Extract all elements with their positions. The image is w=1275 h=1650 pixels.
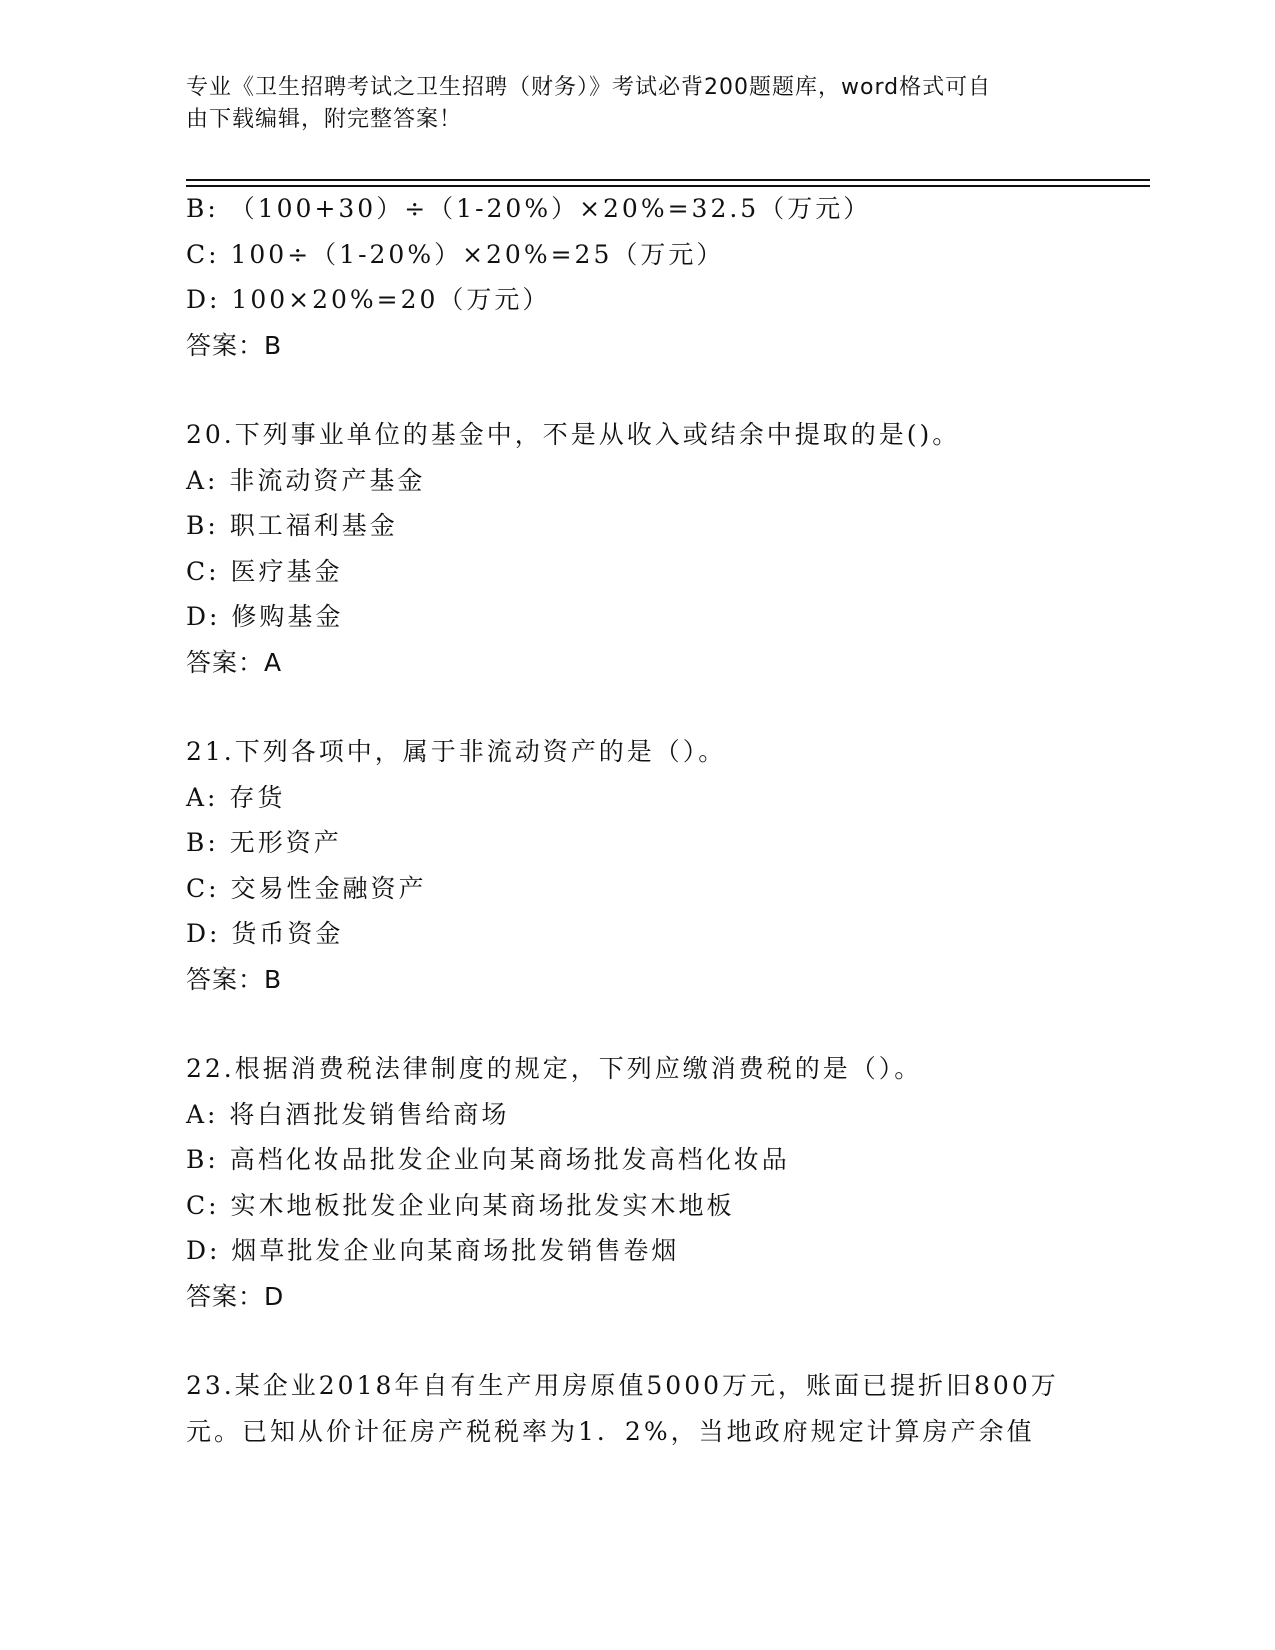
option-c: C: 实木地板批发企业向某商场批发实木地板 xyxy=(186,1190,735,1220)
option-d: D: 100×20%=20（万元） xyxy=(186,285,551,314)
answer: 答案：B xyxy=(186,964,283,994)
header-rule-top xyxy=(186,179,1150,181)
question-19-tail xyxy=(186,186,1106,368)
option-d: D: 修购基金 xyxy=(186,602,344,631)
question-23 xyxy=(186,1363,1106,1454)
option-a: A: 存货 xyxy=(186,782,286,812)
option-c: C: 交易性金融资产 xyxy=(186,873,427,903)
option-b: B: 高档化妆品批发企业向某商场批发高档化妆品 xyxy=(186,1145,790,1174)
question-title-line-1: 23.某企业2018年自有生产用房原值5000万元，账面已提折旧800万 xyxy=(186,1371,1059,1400)
option-c: C: 100÷（1-20%）×20%=25（万元） xyxy=(186,239,725,269)
question-title: 22.根据消费税法律制度的规定，下列应缴消费税的是（）。 xyxy=(186,1054,923,1083)
document-header xyxy=(186,72,1066,136)
question-list xyxy=(186,186,1106,1454)
option-a: A: 将白酒批发销售给商场 xyxy=(186,1099,510,1129)
option-a: A: 非流动资产基金 xyxy=(186,465,426,495)
question-title-line-2: 元。已知从价计征房产税税率为1．2%，当地政府规定计算房产余值 xyxy=(186,1416,1035,1446)
question-20 xyxy=(186,412,1106,685)
spacer xyxy=(186,368,1106,412)
option-d: D: 烟草批发企业向某商场批发销售卷烟 xyxy=(186,1236,680,1265)
question-title: 21.下列各项中，属于非流动资产的是（）。 xyxy=(186,737,727,766)
option-b: B: 职工福利基金 xyxy=(186,511,398,540)
answer: 答案：B xyxy=(186,330,283,360)
question-22 xyxy=(186,1046,1106,1319)
answer: 答案：A xyxy=(186,647,283,677)
question-21 xyxy=(186,729,1106,1002)
option-b: B: （100+30）÷（1-20%）×20%=32.5（万元） xyxy=(186,194,872,223)
option-c: C: 医疗基金 xyxy=(186,556,343,586)
spacer xyxy=(186,1319,1106,1363)
option-b: B: 无形资产 xyxy=(186,828,342,857)
option-d: D: 货币资金 xyxy=(186,919,344,948)
question-title: 20.下列事业单位的基金中，不是从收入或结余中提取的是()。 xyxy=(186,420,961,449)
spacer xyxy=(186,1002,1106,1046)
answer: 答案：D xyxy=(186,1281,285,1311)
spacer xyxy=(186,685,1106,729)
header-line-1: 专业《卫生招聘考试之卫生招聘（财务）》考试必背200题题库，word格式可自 xyxy=(186,75,992,100)
header-line-2: 由下载编辑，附完整答案！ xyxy=(186,107,463,132)
